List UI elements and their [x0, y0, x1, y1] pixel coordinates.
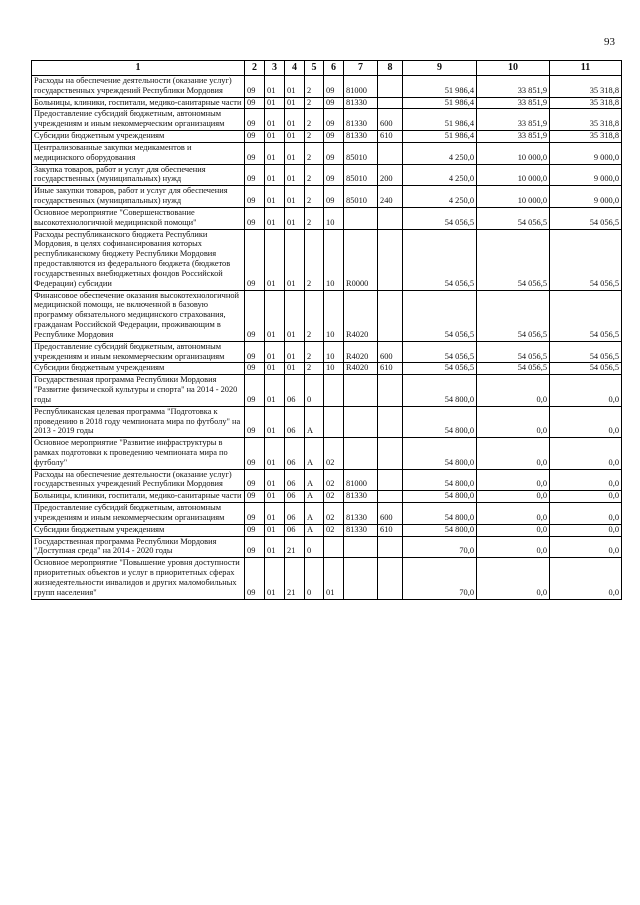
table-row — [32, 363, 622, 375]
code-cell: 01 — [265, 558, 285, 599]
amount-cell: 54 056,5 — [550, 229, 622, 290]
amount-cell: 0,0 — [477, 438, 550, 469]
amount-cell: 54 800,0 — [403, 406, 477, 437]
code-cell — [344, 406, 378, 437]
code-cell: 610 — [378, 131, 403, 143]
code-cell: 02 — [324, 469, 344, 491]
code-cell: 09 — [245, 109, 265, 131]
code-cell: 2 — [305, 109, 324, 131]
code-cell: 09 — [245, 142, 265, 164]
amount-cell: 0,0 — [550, 536, 622, 558]
code-cell: 01 — [265, 438, 285, 469]
amount-cell: 35 318,8 — [550, 131, 622, 143]
name-cell: Больницы, клиники, госпитали, медико-санитарные части — [32, 97, 245, 109]
code-cell: 01 — [265, 469, 285, 491]
amount-cell: 54 056,5 — [477, 207, 550, 229]
budget-table — [31, 60, 622, 600]
amount-cell: 0,0 — [477, 375, 550, 406]
code-cell: 09 — [245, 558, 265, 599]
code-cell — [378, 229, 403, 290]
code-cell — [324, 536, 344, 558]
code-cell: 01 — [265, 109, 285, 131]
code-cell: 09 — [245, 76, 265, 98]
code-cell: А — [305, 469, 324, 491]
code-cell: 2 — [305, 164, 324, 186]
name-cell: Иные закупки товаров, работ и услуг для обеспечения государственных (муниципальных) нужд — [32, 186, 245, 208]
amount-cell: 51 986,4 — [403, 131, 477, 143]
amount-cell: 54 056,5 — [550, 207, 622, 229]
table-row — [32, 290, 622, 341]
code-cell — [378, 491, 403, 503]
amount-cell: 0,0 — [550, 406, 622, 437]
code-cell: 09 — [324, 164, 344, 186]
name-cell: Основное мероприятие "Совершенствование высокотехнологичной медицинской помощи" — [32, 207, 245, 229]
code-cell: 09 — [324, 131, 344, 143]
table-body — [32, 76, 622, 600]
code-cell: 2 — [305, 363, 324, 375]
header-cell: 2 — [245, 61, 265, 76]
amount-cell: 0,0 — [477, 503, 550, 525]
table-row — [32, 229, 622, 290]
table-row — [32, 558, 622, 599]
code-cell: 06 — [285, 524, 305, 536]
code-cell: 01 — [265, 131, 285, 143]
code-cell: R4020 — [344, 363, 378, 375]
code-cell: 06 — [285, 438, 305, 469]
code-cell: 81330 — [344, 524, 378, 536]
code-cell: 09 — [245, 491, 265, 503]
page-number: 93 — [604, 36, 615, 48]
code-cell: 2 — [305, 186, 324, 208]
code-cell: 09 — [245, 207, 265, 229]
code-cell: 06 — [285, 491, 305, 503]
amount-cell: 10 000,0 — [477, 142, 550, 164]
amount-cell: 35 318,8 — [550, 109, 622, 131]
amount-cell: 0,0 — [477, 491, 550, 503]
name-cell: Закупка товаров, работ и услуг для обеспечения государственных (муниципальных) нужд — [32, 164, 245, 186]
code-cell: 06 — [285, 406, 305, 437]
code-cell: 09 — [245, 536, 265, 558]
code-cell: 09 — [324, 109, 344, 131]
code-cell — [378, 438, 403, 469]
code-cell: 09 — [245, 363, 265, 375]
code-cell: А — [305, 406, 324, 437]
amount-cell: 0,0 — [550, 524, 622, 536]
code-cell: 09 — [245, 131, 265, 143]
amount-cell: 54 056,5 — [550, 363, 622, 375]
header-cell: 6 — [324, 61, 344, 76]
table-row — [32, 164, 622, 186]
amount-cell: 33 851,9 — [477, 131, 550, 143]
code-cell: 200 — [378, 164, 403, 186]
amount-cell: 54 800,0 — [403, 375, 477, 406]
table-row — [32, 109, 622, 131]
code-cell: А — [305, 438, 324, 469]
code-cell: 01 — [265, 363, 285, 375]
amount-cell: 54 800,0 — [403, 491, 477, 503]
amount-cell: 35 318,8 — [550, 97, 622, 109]
code-cell: 01 — [324, 558, 344, 599]
code-cell: 01 — [285, 164, 305, 186]
code-cell: 10 — [324, 290, 344, 341]
header-cell: 4 — [285, 61, 305, 76]
code-cell: 01 — [265, 341, 285, 363]
amount-cell: 51 986,4 — [403, 109, 477, 131]
amount-cell: 54 056,5 — [477, 290, 550, 341]
code-cell: А — [305, 491, 324, 503]
code-cell — [344, 536, 378, 558]
code-cell: 01 — [285, 207, 305, 229]
code-cell: 600 — [378, 109, 403, 131]
name-cell: Субсидии бюджетным учреждениям — [32, 363, 245, 375]
code-cell: 81000 — [344, 469, 378, 491]
header-cell: 1 — [32, 61, 245, 76]
header-cell: 8 — [378, 61, 403, 76]
table-row — [32, 341, 622, 363]
code-cell: 21 — [285, 558, 305, 599]
code-cell: 81330 — [344, 491, 378, 503]
amount-cell: 51 986,4 — [403, 76, 477, 98]
code-cell: 01 — [265, 491, 285, 503]
code-cell: 2 — [305, 207, 324, 229]
table-row — [32, 438, 622, 469]
amount-cell: 4 250,0 — [403, 142, 477, 164]
table-row — [32, 207, 622, 229]
amount-cell: 54 056,5 — [403, 341, 477, 363]
code-cell — [378, 375, 403, 406]
code-cell: R0000 — [344, 229, 378, 290]
code-cell: 2 — [305, 142, 324, 164]
code-cell — [378, 97, 403, 109]
amount-cell: 70,0 — [403, 558, 477, 599]
code-cell: 81330 — [344, 503, 378, 525]
amount-cell: 9 000,0 — [550, 186, 622, 208]
amount-cell: 0,0 — [477, 469, 550, 491]
amount-cell: 0,0 — [550, 491, 622, 503]
amount-cell: 54 056,5 — [403, 229, 477, 290]
code-cell: 0 — [305, 375, 324, 406]
amount-cell: 4 250,0 — [403, 186, 477, 208]
code-cell: 01 — [265, 97, 285, 109]
amount-cell: 54 056,5 — [550, 341, 622, 363]
name-cell: Субсидии бюджетным учреждениям — [32, 131, 245, 143]
amount-cell: 0,0 — [477, 406, 550, 437]
code-cell — [378, 76, 403, 98]
table-row — [32, 97, 622, 109]
code-cell — [378, 406, 403, 437]
amount-cell: 0,0 — [550, 503, 622, 525]
code-cell: 610 — [378, 524, 403, 536]
code-cell: 09 — [324, 186, 344, 208]
code-cell: 2 — [305, 131, 324, 143]
amount-cell: 0,0 — [550, 558, 622, 599]
name-cell: Республиканская целевая программа "Подготовка к проведению в 2018 году чемпионата мира по футболу" на 2013 - 2019 годы — [32, 406, 245, 437]
table-row — [32, 503, 622, 525]
code-cell: 01 — [265, 164, 285, 186]
code-cell: 09 — [245, 229, 265, 290]
name-cell: Расходы республиканского бюджета Республики Мордовия, в целях софинансирования которых республиканскому бюджету Республики Мордовия предоставляются из федерального бюджета (бюджетов государственных внебюджетных фондов Российской Федерации) субсидии — [32, 229, 245, 290]
code-cell: 01 — [265, 503, 285, 525]
code-cell: 01 — [265, 76, 285, 98]
code-cell: 02 — [324, 491, 344, 503]
amount-cell: 4 250,0 — [403, 164, 477, 186]
amount-cell: 54 056,5 — [403, 207, 477, 229]
code-cell: 09 — [245, 186, 265, 208]
code-cell: 21 — [285, 536, 305, 558]
code-cell: 01 — [265, 207, 285, 229]
code-cell — [378, 207, 403, 229]
code-cell: 02 — [324, 524, 344, 536]
header-cell: 9 — [403, 61, 477, 76]
code-cell: 09 — [245, 375, 265, 406]
header-cell: 11 — [550, 61, 622, 76]
amount-cell: 10 000,0 — [477, 164, 550, 186]
name-cell: Расходы на обеспечение деятельности (оказание услуг) государственных учреждений Республики Мордовия — [32, 76, 245, 98]
header-cell: 10 — [477, 61, 550, 76]
name-cell: Основное мероприятие "Развитие инфраструктуры в рамках подготовки к проведению чемпионата мира по футболу" — [32, 438, 245, 469]
table-row — [32, 142, 622, 164]
code-cell: 85010 — [344, 186, 378, 208]
code-cell: 01 — [285, 97, 305, 109]
code-cell: 01 — [265, 186, 285, 208]
code-cell: 06 — [285, 375, 305, 406]
code-cell: 09 — [245, 503, 265, 525]
code-cell: 09 — [324, 142, 344, 164]
code-cell: 09 — [245, 406, 265, 437]
code-cell: 2 — [305, 290, 324, 341]
name-cell: Финансовое обеспечение оказания высокотехнологичной медицинской помощи, не включенной в базовую программу обязательного медицинского страхования, гражданам Российской Федерации, проживающим в Республике Мордовия — [32, 290, 245, 341]
code-cell: 85010 — [344, 164, 378, 186]
table-row — [32, 536, 622, 558]
amount-cell: 35 318,8 — [550, 76, 622, 98]
amount-cell: 9 000,0 — [550, 142, 622, 164]
code-cell: 81330 — [344, 109, 378, 131]
code-cell: 81000 — [344, 76, 378, 98]
code-cell: 01 — [285, 363, 305, 375]
code-cell — [378, 558, 403, 599]
header-cell: 7 — [344, 61, 378, 76]
code-cell: 09 — [245, 341, 265, 363]
code-cell: 09 — [324, 97, 344, 109]
code-cell: 600 — [378, 503, 403, 525]
code-cell: 600 — [378, 341, 403, 363]
name-cell: Субсидии бюджетным учреждениям — [32, 524, 245, 536]
code-cell: 01 — [265, 375, 285, 406]
code-cell: А — [305, 524, 324, 536]
code-cell: 01 — [285, 341, 305, 363]
code-cell: 09 — [245, 469, 265, 491]
amount-cell: 54 800,0 — [403, 469, 477, 491]
amount-cell: 0,0 — [477, 558, 550, 599]
amount-cell: 0,0 — [477, 524, 550, 536]
code-cell — [378, 536, 403, 558]
code-cell: 01 — [265, 229, 285, 290]
code-cell: 01 — [285, 109, 305, 131]
code-cell — [344, 375, 378, 406]
code-cell: 01 — [285, 131, 305, 143]
code-cell: 0 — [305, 558, 324, 599]
code-cell: 81330 — [344, 131, 378, 143]
code-cell: 01 — [265, 142, 285, 164]
code-cell: 85010 — [344, 142, 378, 164]
code-cell: 01 — [265, 536, 285, 558]
amount-cell: 54 800,0 — [403, 503, 477, 525]
code-cell: 01 — [285, 76, 305, 98]
code-cell: 09 — [245, 97, 265, 109]
amount-cell: 33 851,9 — [477, 76, 550, 98]
amount-cell: 54 056,5 — [403, 290, 477, 341]
code-cell: 10 — [324, 229, 344, 290]
table-row — [32, 76, 622, 98]
code-cell — [378, 142, 403, 164]
name-cell: Основное мероприятие "Повышение уровня доступности приоритетных объектов и услуг в приоритетных сферах жизнедеятельности инвалидов и других маломобильных групп населения" — [32, 558, 245, 599]
code-cell — [344, 558, 378, 599]
code-cell: 610 — [378, 363, 403, 375]
code-cell: 01 — [265, 524, 285, 536]
code-cell: 01 — [265, 290, 285, 341]
amount-cell: 51 986,4 — [403, 97, 477, 109]
code-cell: 01 — [285, 229, 305, 290]
code-cell: 02 — [324, 438, 344, 469]
code-cell: 09 — [245, 438, 265, 469]
amount-cell: 33 851,9 — [477, 109, 550, 131]
amount-cell: 54 056,5 — [403, 363, 477, 375]
name-cell: Предоставление субсидий бюджетным, автономным учреждениям и иным некоммерческим организациям — [32, 503, 245, 525]
code-cell — [324, 406, 344, 437]
amount-cell: 33 851,9 — [477, 97, 550, 109]
name-cell: Предоставление субсидий бюджетным, автономным учреждениям и иным некоммерческим организациям — [32, 109, 245, 131]
code-cell: 2 — [305, 229, 324, 290]
header-cell: 3 — [265, 61, 285, 76]
code-cell — [378, 469, 403, 491]
name-cell: Больницы, клиники, госпитали, медико-санитарные части — [32, 491, 245, 503]
code-cell: 06 — [285, 469, 305, 491]
amount-cell: 9 000,0 — [550, 164, 622, 186]
name-cell: Государственная программа Республики Мордовия "Доступная среда" на 2014 - 2020 годы — [32, 536, 245, 558]
code-cell: 2 — [305, 341, 324, 363]
amount-cell: 0,0 — [477, 536, 550, 558]
amount-cell: 0,0 — [550, 469, 622, 491]
table-row — [32, 375, 622, 406]
code-cell: А — [305, 503, 324, 525]
code-cell — [344, 207, 378, 229]
amount-cell: 54 800,0 — [403, 524, 477, 536]
code-cell — [324, 375, 344, 406]
code-cell: 10 — [324, 207, 344, 229]
code-cell — [344, 438, 378, 469]
table-row — [32, 186, 622, 208]
code-cell: 240 — [378, 186, 403, 208]
code-cell: 2 — [305, 97, 324, 109]
code-cell: 09 — [245, 524, 265, 536]
amount-cell: 54 056,5 — [477, 229, 550, 290]
amount-cell: 54 800,0 — [403, 438, 477, 469]
name-cell: Предоставление субсидий бюджетным, автономным учреждениям и иным некоммерческим организациям — [32, 341, 245, 363]
code-cell: R4020 — [344, 290, 378, 341]
table-row — [32, 524, 622, 536]
table-row — [32, 131, 622, 143]
code-cell — [378, 290, 403, 341]
code-cell: 2 — [305, 76, 324, 98]
code-cell: 06 — [285, 503, 305, 525]
code-cell: 10 — [324, 341, 344, 363]
name-cell: Расходы на обеспечение деятельности (оказание услуг) государственных учреждений Республики Мордовия — [32, 469, 245, 491]
table-row — [32, 491, 622, 503]
amount-cell: 0,0 — [550, 438, 622, 469]
code-cell: 01 — [285, 142, 305, 164]
code-cell: 10 — [324, 363, 344, 375]
header-row — [32, 61, 622, 76]
amount-cell: 54 056,5 — [550, 290, 622, 341]
name-cell: Централизованные закупки медикаментов и медицинского оборудования — [32, 142, 245, 164]
code-cell: 09 — [245, 164, 265, 186]
code-cell: 09 — [324, 76, 344, 98]
code-cell: 81330 — [344, 97, 378, 109]
amount-cell: 70,0 — [403, 536, 477, 558]
header-cell: 5 — [305, 61, 324, 76]
amount-cell: 0,0 — [550, 375, 622, 406]
table-row — [32, 406, 622, 437]
code-cell: 01 — [285, 186, 305, 208]
table-row — [32, 469, 622, 491]
code-cell: 09 — [245, 290, 265, 341]
amount-cell: 54 056,5 — [477, 341, 550, 363]
code-cell: R4020 — [344, 341, 378, 363]
code-cell: 01 — [285, 290, 305, 341]
amount-cell: 10 000,0 — [477, 186, 550, 208]
name-cell: Государственная программа Республики Мордовия "Развитие физической культуры и спорта" на 2014 - 2020 годы — [32, 375, 245, 406]
code-cell: 01 — [265, 406, 285, 437]
code-cell: 0 — [305, 536, 324, 558]
code-cell: 02 — [324, 503, 344, 525]
amount-cell: 54 056,5 — [477, 363, 550, 375]
